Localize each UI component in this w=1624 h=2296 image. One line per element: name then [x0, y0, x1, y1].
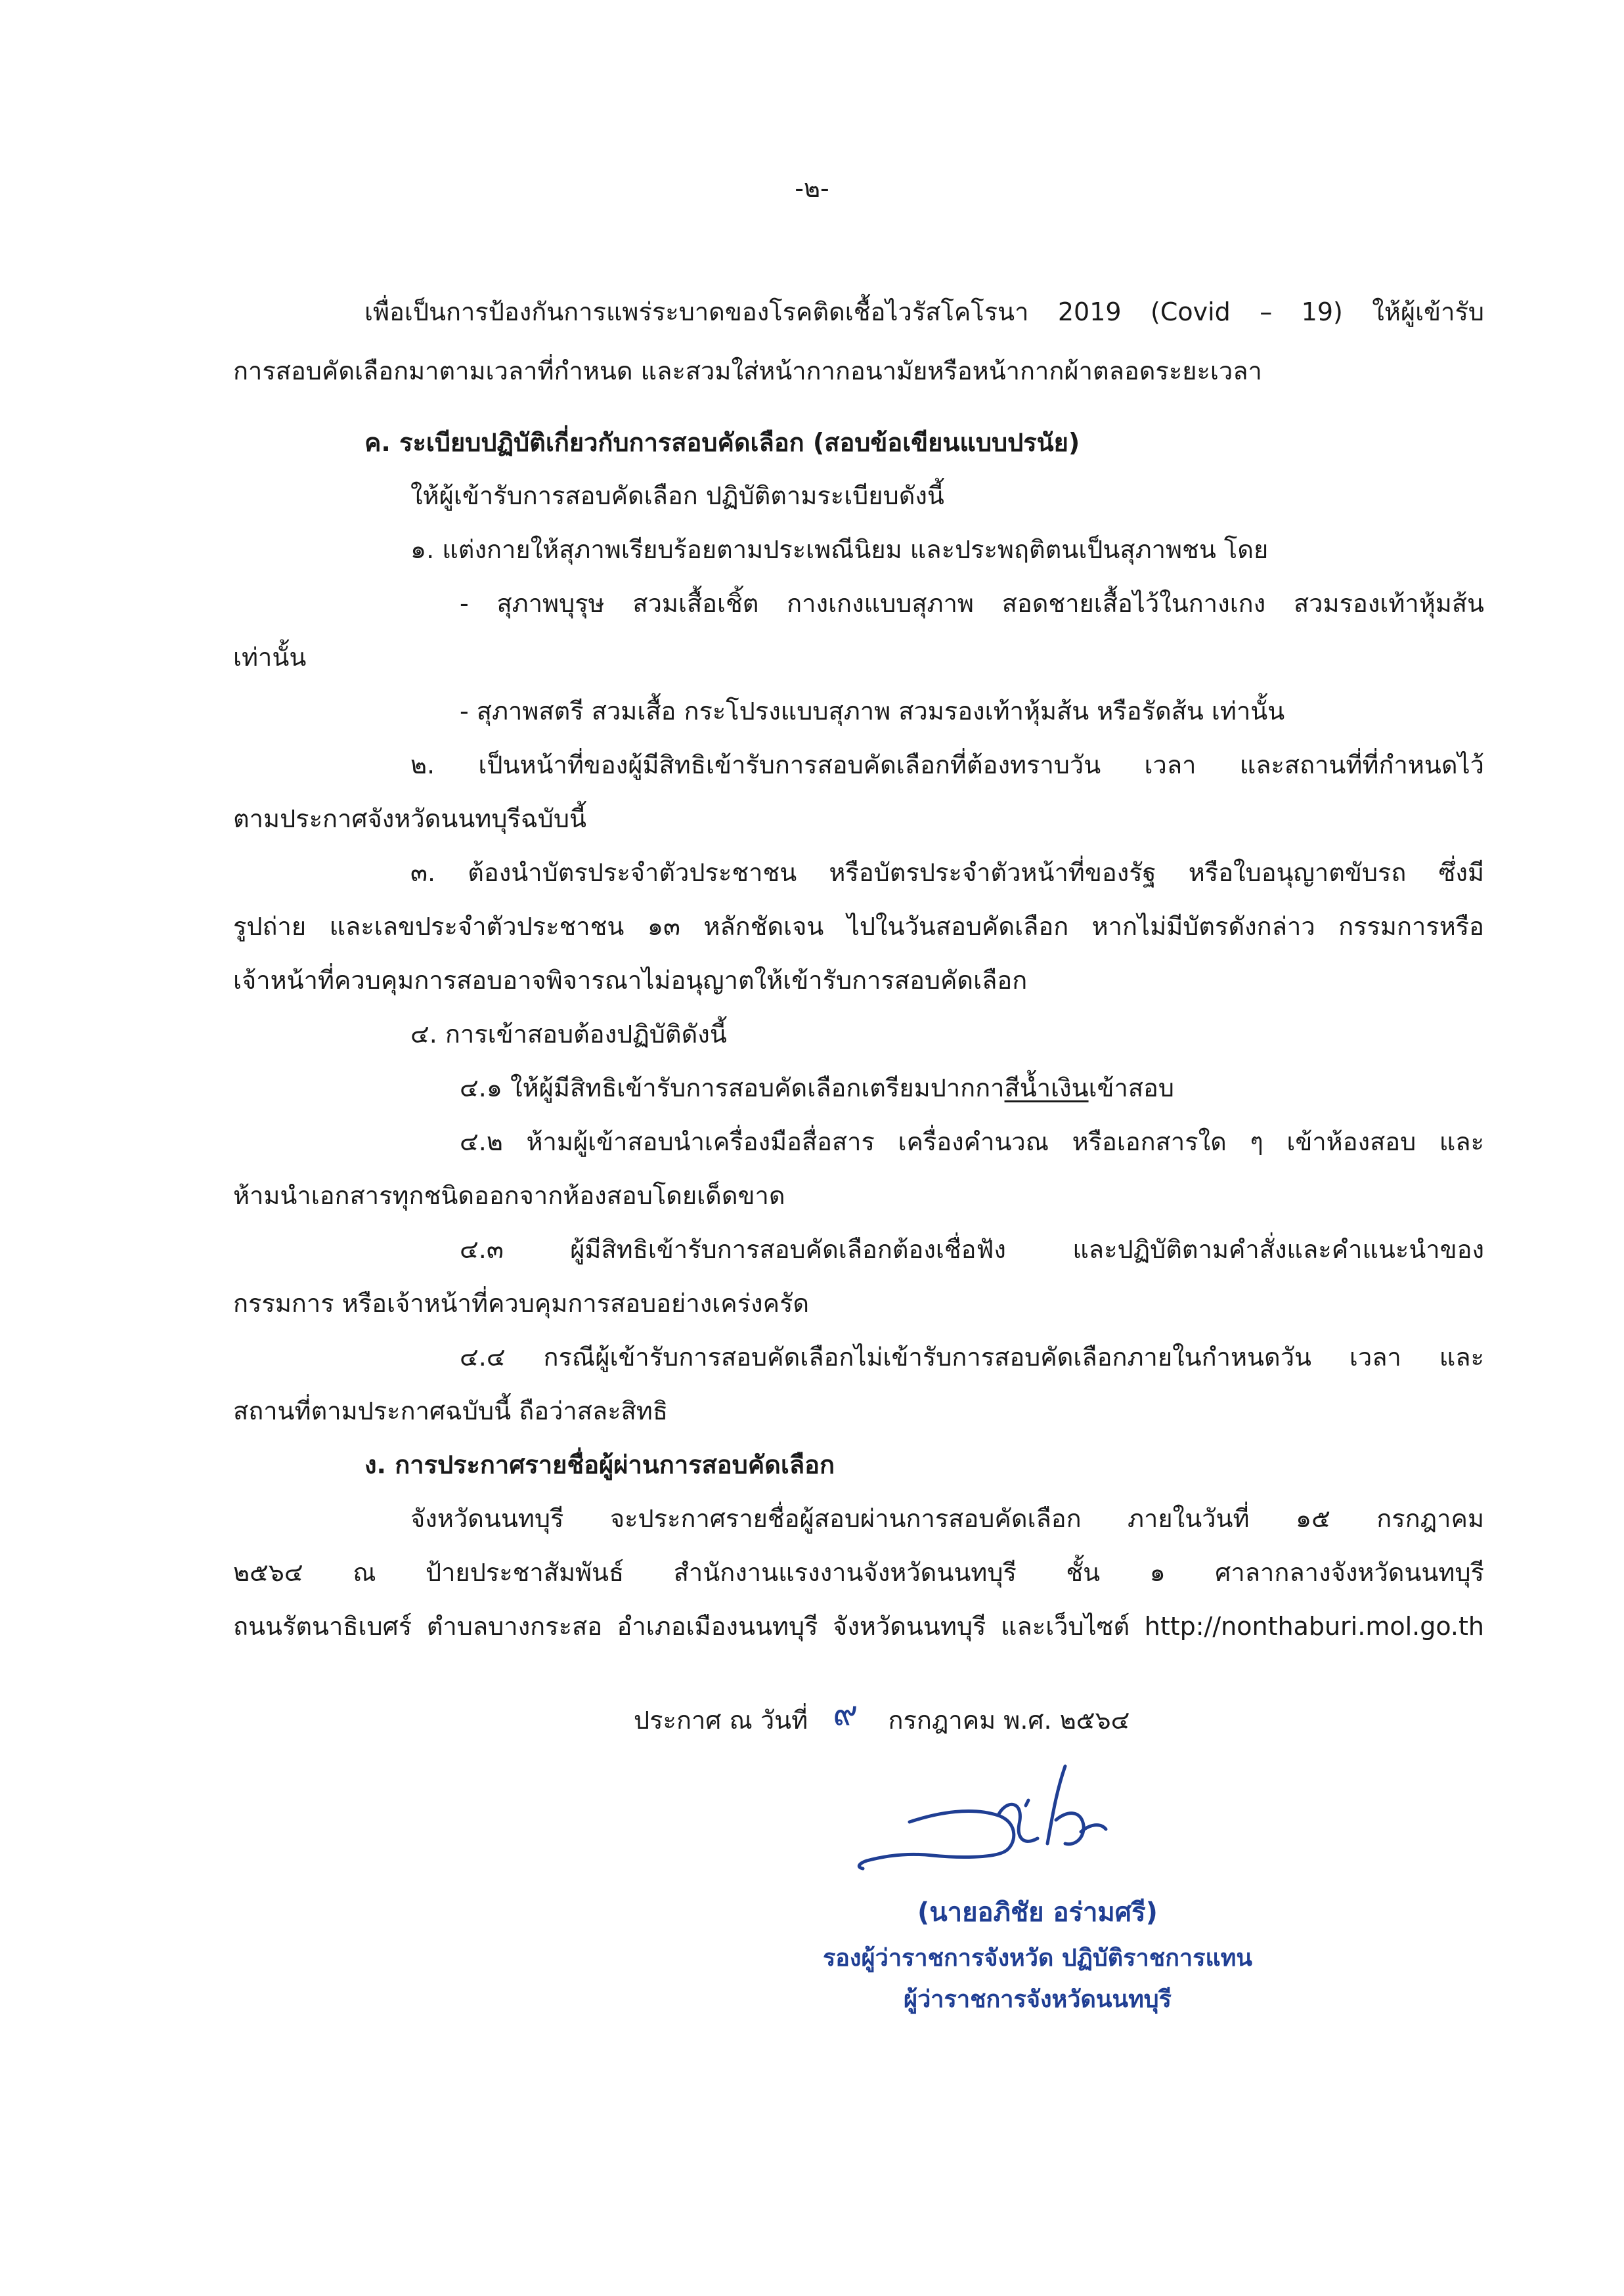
item-4-2-line-2: ห้ามนำเอกสารทุกชนิดออกจากห้องสอบโดยเด็ดขาด [233, 1181, 785, 1210]
page-number: -๒- [795, 174, 829, 203]
announcement-day-handwritten: ๙ [833, 1694, 858, 1733]
section-c-heading: ค. ระเบียบปฏิบัติเกี่ยวกับการสอบคัดเลือก (สอบข้อเขียนแบบปรนัย) [364, 428, 1080, 457]
item-1-men-line-1: - สุภาพบุรุษ สวมเสื้อเชิ้ต กางเกงแบบสุภาพ สอดชายเสื้อไว้ในกางเกง สวมรองเท้าหุ้มส้น [460, 589, 1484, 618]
section-d-heading: ง. การประกาศรายชื่อผู้ผ่านการสอบคัดเลือก [364, 1450, 835, 1479]
item-1-women: - สุภาพสตรี สวมเสื้อ กระโปรงแบบสุภาพ สวมรองเท้าหุ้มส้น หรือรัดส้น เท่านั้น [460, 697, 1285, 726]
section-d-line-2: ๒๕๖๔ ณ ป้ายประชาสัมพันธ์ สำนักงานแรงงานจังหวัดนนทบุรี ชั้น ๑ ศาลากลางจังหวัดนนทบุรี [233, 1558, 1484, 1587]
section-c-lead: ให้ผู้เข้ารับการสอบคัดเลือก ปฏิบัติตามระเบียบดังนี้ [410, 481, 944, 510]
item-4-3-line-2: กรรมการ หรือเจ้าหน้าที่ควบคุมการสอบอย่างเคร่งครัด [233, 1289, 810, 1318]
signatory-name: (นายอภิชัย อร่ามศรี) [917, 1897, 1158, 1928]
item-1-men-line-2: เท่านั้น [233, 643, 307, 672]
item-1: ๑. แต่งกายให้สุภาพเรียบร้อยตามประเพณีนิยม และประพฤติตนเป็นสุภาพชน โดย [410, 535, 1269, 564]
item-3-line-2: รูปถ่าย และเลขประจำตัวประชาชน ๑๓ หลักชัดเจน ไปในวันสอบคัดเลือก หากไม่มีบัตรดังกล่าว กรรมการหรือ [233, 912, 1484, 941]
signatory-title-1: รองผู้ว่าราชการจังหวัด ปฏิบัติราชการแทน [822, 1945, 1253, 1972]
announcement-date [634, 1694, 1290, 1735]
signatory-title-2: ผู้ว่าราชการจังหวัดนนทบุรี [904, 1986, 1172, 2013]
item-4-1-text-end: เข้าสอบ [1088, 1073, 1175, 1102]
item-4-1-underlined: สีน้ำเงิน [1004, 1073, 1089, 1102]
handwritten-signature [847, 1760, 1156, 1884]
item-2-line-2: ตามประกาศจังหวัดนนทบุรีฉบับนี้ [233, 804, 586, 833]
announcement-suffix: กรกฎาคม พ.ศ. ๒๕๖๔ [888, 1706, 1130, 1735]
item-4: ๔. การเข้าสอบต้องปฏิบัติดังนี้ [410, 1020, 727, 1049]
section-d-line-1: จังหวัดนนทบุรี จะประกาศรายชื่อผู้สอบผ่านการสอบคัดเลือก ภายในวันที่ ๑๕ กรกฎาคม [410, 1504, 1484, 1533]
item-2-line-1: ๒. เป็นหน้าที่ของผู้มีสิทธิเข้ารับการสอบคัดเลือกที่ต้องทราบวัน เวลา และสถานที่ที่กำหนดไว้ [410, 750, 1484, 779]
intro-line-2: การสอบคัดเลือกมาตามเวลาที่กำหนด และสวมใส่หน้ากากอนามัยหรือหน้ากากผ้าตลอดระยะเวลา [233, 357, 1262, 385]
item-3-line-1: ๓. ต้องนำบัตรประจำตัวประชาชน หรือบัตรประจำตัวหน้าที่ของรัฐ หรือใบอนุญาตขับรถ ซึ่งมี [410, 858, 1484, 887]
item-4-3-line-1: ๔.๓ ผู้มีสิทธิเข้ารับการสอบคัดเลือกต้องเชื่อฟัง และปฏิบัติตามคำสั่งและคำแนะนำของ [460, 1235, 1484, 1264]
announcement-prefix: ประกาศ ณ วันที่ [634, 1706, 808, 1735]
item-4-4-line-1: ๔.๔ กรณีผู้เข้ารับการสอบคัดเลือกไม่เข้ารับการสอบคัดเลือกภายในกำหนดวัน เวลา และ [460, 1343, 1484, 1372]
item-4-1 [460, 1075, 1484, 1100]
item-3-line-3: เจ้าหน้าที่ควบคุมการสอบอาจพิจารณาไม่อนุญาตให้เข้ารับการสอบคัดเลือก [233, 966, 1028, 995]
section-d-line-3: ถนนรัตนาธิเบศร์ ตำบลบางกระสอ อำเภอเมืองนนทบุรี จังหวัดนนทบุรี และเว็บไซต์ http://nonthaburi.mol.go.th [233, 1612, 1484, 1641]
item-4-4-line-2: สถานที่ตามประกาศฉบับนี้ ถือว่าสละสิทธิ [233, 1397, 669, 1425]
item-4-2-line-1: ๔.๒ ห้ามผู้เข้าสอบนำเครื่องมือสื่อสาร เครื่องคำนวณ หรือเอกสารใด ๆ เข้าห้องสอบ และ [460, 1127, 1484, 1156]
intro-line-1: เพื่อเป็นการป้องกันการแพร่ระบาดของโรคติดเชื้อไวรัสโคโรนา 2019 (Covid – 19) ให้ผู้เข้ารับ [364, 297, 1484, 326]
item-4-1-text: ๔.๑ ให้ผู้มีสิทธิเข้ารับการสอบคัดเลือกเตรียมปากกา [460, 1073, 1005, 1102]
